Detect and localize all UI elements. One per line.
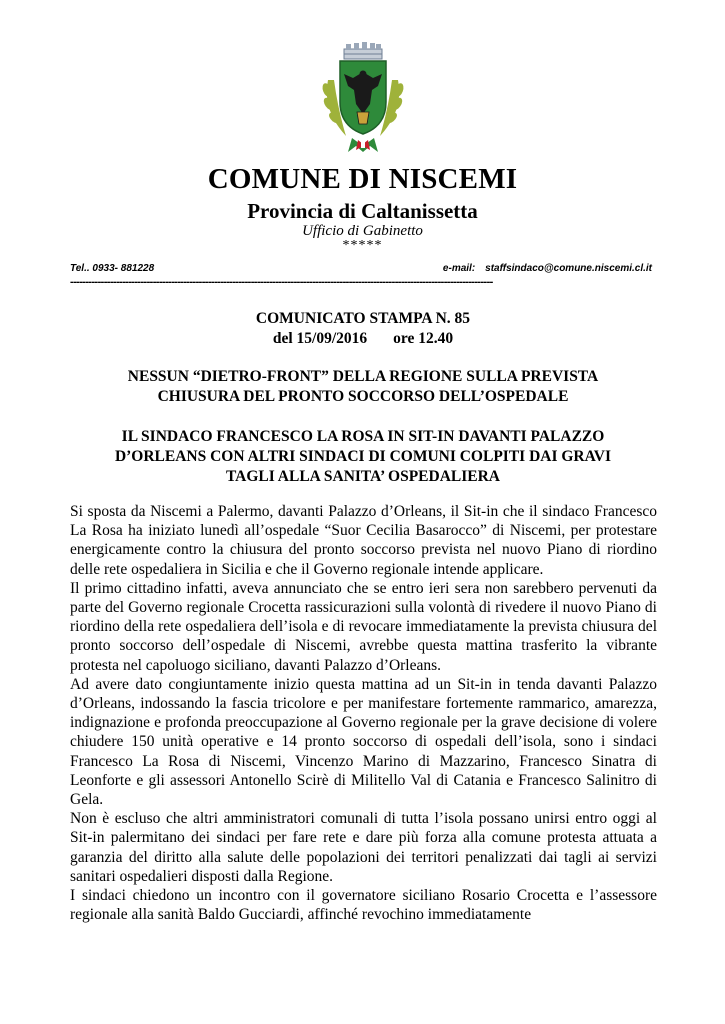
headline-2: [60, 427, 666, 487]
article-body: [70, 502, 657, 924]
body-paragraph: Si sposta da Niscemi a Palermo, davanti Palazzo d’Orleans, il Sit-in che il sindaco Francesco La Rosa ha iniziato lunedì all’ospedale “Suor Cecilia Basarocco” di Niscemi, per protestare energicamente contro la chiusura del pronto soccorso prevista nel nuovo Piano di riordino delle rete ospedaliera in Sicilia e che il Governo regionale intende applicare.: [70, 503, 657, 578]
press-release-date: del 15/09/2016: [272, 330, 368, 347]
body-paragraph: Ad avere dato congiuntamente inizio questa mattina ad un Sit-in in tenda davanti Palazzo d’Orleans, indossando la fascia tricolore e per manifestare fortemente rammarico, amarezza, indignazione e profonda preoccupazione al Governo regionale per la grave decisione di volere chiudere 150 unità operative e 14 pronto soccorso di ospedali dell’isola, sono i sindaci Francesco La Rosa di Niscemi, Vincenzo Marino di Mazzarino, Francesco Sinatra di Leonforte e gli assessori Antonello Scirè di Militello Val di Catania e Francesco Salinitro di Gela.: [70, 675, 657, 809]
email-address[interactable]: staffsindaco@comune.niscemi.cl.it: [485, 263, 652, 274]
body-paragraph: I sindaci chiedono un incontro con il governatore siciliano Rosario Crocetta e l’assessore regionale alla sanità Baldo Gucciardi, affinché revochino immediatamente: [70, 887, 657, 924]
municipality-title: COMUNE DI NISCEMI: [207, 163, 518, 195]
telephone-number: Tel.. 0933- 881228: [70, 263, 155, 274]
office-name: Ufficio di Gabinetto: [302, 223, 423, 239]
contact-line: [70, 263, 654, 277]
headline-line: IL SINDACO FRANCESCO LA ROSA IN SIT-IN DAVANTI PALAZZO: [121, 428, 605, 445]
headline-line: CHIUSURA DEL PRONTO SOCCORSO DELL’OSPEDALE: [157, 388, 569, 405]
ribbon-icon: [348, 138, 378, 152]
crown-icon: [344, 42, 382, 59]
press-release-number: COMUNICATO STAMPA N. 85: [255, 310, 471, 327]
body-paragraph: Non è escluso che altri amministratori comunali di tutta l’isola possano unirsi entro oggi al Sit-in palermitano dei sindaci per fare rete e dare più forza alla comune protesta attuata a garanzia del diritto alla salute delle popolazioni dei territori penalizzati dai tagli ai servizi sanitari ospedalieri disposti dalla Regione.: [70, 810, 657, 885]
headline-line: D’ORLEANS CON ALTRI SINDACI DI COMUNI COLPITI DAI GRAVI: [114, 448, 612, 465]
header-separator: *****: [342, 238, 383, 253]
press-release-time: ore 12.40: [393, 330, 454, 347]
province-subtitle: Provincia di Caltanissetta: [247, 199, 478, 223]
headline-line: TAGLI ALLA SANITA’ OSPEDALIERA: [225, 468, 501, 485]
body-paragraph: Il primo cittadino infatti, aveva annunciato che se entro ieri sera non sarebbero pervenuti da parte del Governo regionale Crocetta rassicurazioni sulla volontà di rivedere il nuovo Piano di riordino della rete ospedaliera dell’isola e di revocare immediatamente la prevista chiusura del pronto soccorso dell’ospedale di Niscemi, avrebbe questa mattina trasferito la vibrante protesta nel capoluogo siciliano, davanti Palazzo d’Orleans.: [70, 579, 657, 674]
email-label: e-mail:: [442, 263, 476, 274]
press-release-datetime: [60, 329, 666, 349]
headline-line: NESSUN “DIETRO-FRONT” DELLA REGIONE SULLA PREVISTA: [127, 368, 599, 385]
municipal-crest-icon: [318, 40, 408, 155]
headline-1: [60, 367, 666, 407]
shield-icon: [340, 61, 386, 134]
email-contact: [443, 263, 652, 274]
dashed-divider: ------------------------------------------------------------------------------------------------------------------------------------------: [70, 276, 493, 288]
